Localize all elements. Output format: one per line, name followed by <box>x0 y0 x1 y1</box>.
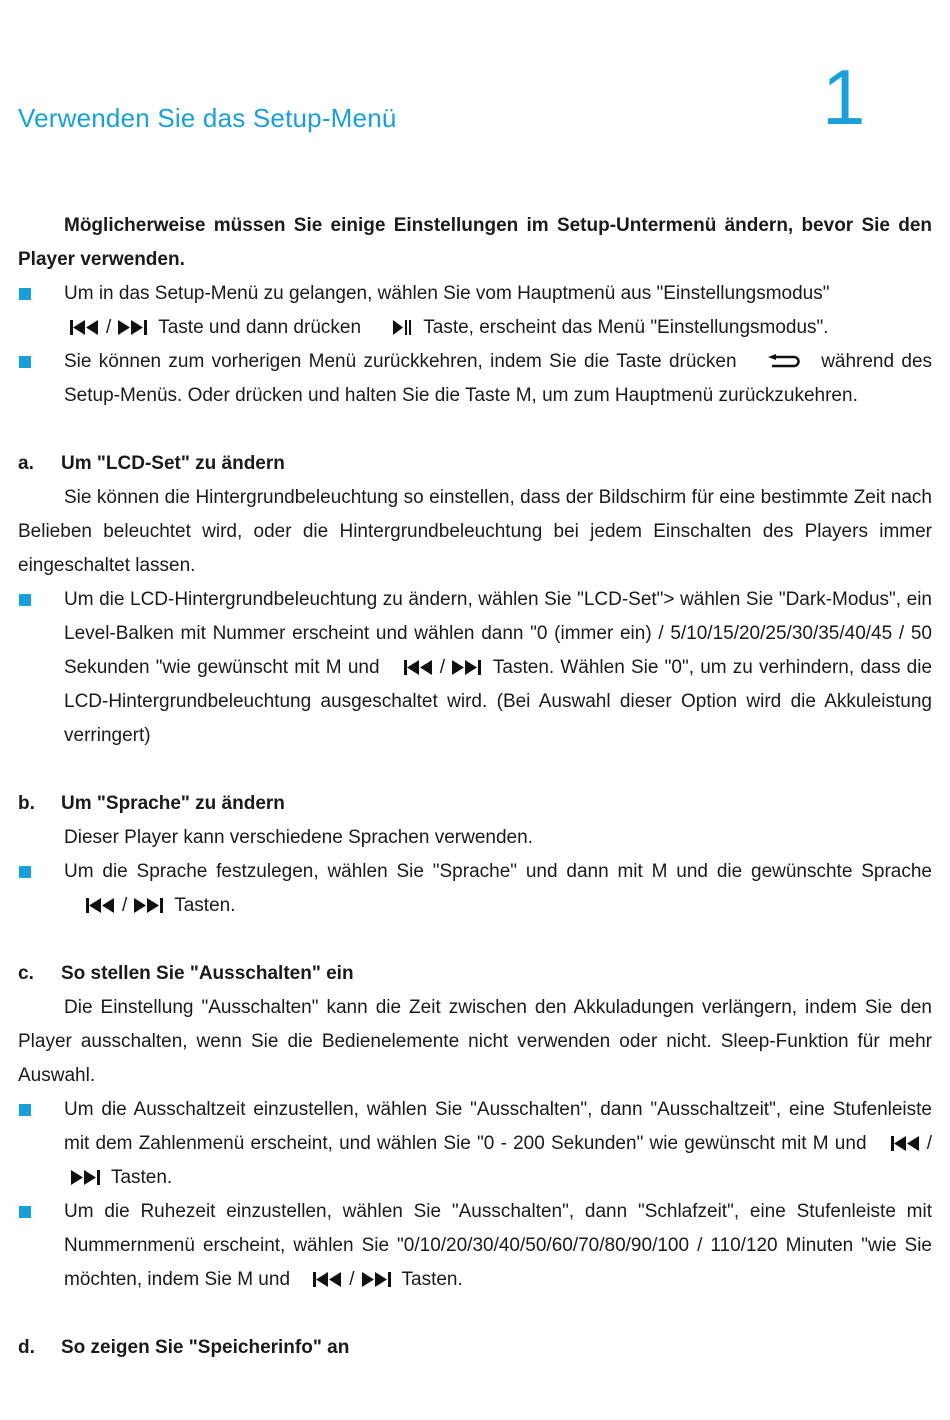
section-c-bullet-1: Um die Ausschaltzeit einzustellen, wählen Sie "Ausschalten", dann "Ausschaltzeit", eine Stufenleiste mit dem Zahlenmenü erscheint, und wählen Sie "0 - 200 Sekunden" wie gewünscht mit M und / Tasten. <box>18 1093 932 1195</box>
bullet-square-icon <box>19 356 31 368</box>
next-track-icon <box>70 1169 100 1186</box>
bullet-square-icon <box>19 1206 31 1218</box>
intro-bullet-2: Sie können zum vorherigen Menü zurückkehren, indem Sie die Taste drücken während des Setup-Menüs. Oder drücken und halten Sie die Taste M, um zum Hauptmenü zurückzukehren. <box>18 345 932 413</box>
bullet-square-icon <box>19 594 31 606</box>
next-track-icon <box>133 897 163 914</box>
next-track-icon <box>361 1271 391 1288</box>
play-pause-icon <box>392 319 412 336</box>
prev-track-icon <box>86 897 116 914</box>
section-a-bullet-1: Um die LCD-Hintergrundbeleuchtung zu ändern, wählen Sie "LCD-Set"> wählen Sie "Dark-Modus", ein Level-Balken mit Nummer erscheint und wählen dann "0 (immer ein) / 5/10/15/20/25/30/35/40/45 / 50 Sekunden "wie gewünscht mit M und / Tasten. Wählen Sie "0", um zu verhindern, dass die LCD-Hintergrundbeleuchtung ausgeschaltet wird. (Bei Auswahl dieser Option wird die Akkuleistung verringert) <box>18 583 932 753</box>
return-icon <box>766 354 800 370</box>
page-title: Verwenden Sie das Setup-Menü <box>18 103 397 133</box>
intro-text: Möglicherweise müssen Sie einige Einstellungen im Setup-Untermenü ändern, bevor Sie den Player verwenden. <box>18 215 932 270</box>
section-d-heading: d. So zeigen Sie "Speicherinfo" an <box>18 1337 350 1358</box>
section-c-heading: c. So stellen Sie "Ausschalten" ein <box>18 963 354 984</box>
prev-track-icon <box>891 1135 921 1152</box>
next-track-icon <box>117 319 147 336</box>
page-content <box>18 209 932 1365</box>
section-a-heading: a. Um "LCD-Set" zu ändern <box>18 453 285 474</box>
section-c-body: Die Einstellung "Ausschalten" kann die Zeit zwischen den Akkuladungen verlängern, indem Sie den Player ausschalten, wenn Sie die Bedienelemente nicht verwenden oder nicht. Sleep-Funktion für mehr Auswahl. <box>18 997 932 1086</box>
bullet-square-icon <box>19 866 31 878</box>
prev-track-icon <box>70 319 100 336</box>
prev-track-icon <box>313 1271 343 1288</box>
prev-track-icon <box>404 659 434 676</box>
section-b-bullet-1: Um die Sprache festzulegen, wählen Sie "Sprache" und dann mit M und die gewünschte Sprache / Tasten. <box>18 855 932 923</box>
chapter-number: 1 <box>822 53 866 141</box>
section-a-body: Sie können die Hintergrundbeleuchtung so einstellen, dass der Bildschirm für eine bestimmte Zeit nach Belieben beleuchtet wird, oder die Hintergrundbeleuchtung bei jedem Einschalten des Players immer eingeschaltet lassen. <box>18 487 932 576</box>
bullet-square-icon <box>19 1104 31 1116</box>
section-b-body: Dieser Player kann verschiedene Sprachen verwenden. <box>64 827 533 848</box>
intro-bullet-1: Um in das Setup-Menü zu gelangen, wählen Sie vom Hauptmenü aus "Einstellungsmodus" / Taste und dann drücken Taste, erscheint das Menü "Einstellungsmodus". <box>18 277 932 345</box>
next-track-icon <box>451 659 481 676</box>
section-b-heading: b. Um "Sprache" zu ändern <box>18 793 285 814</box>
bullet-square-icon <box>19 288 31 300</box>
section-c-bullet-2: Um die Ruhezeit einzustellen, wählen Sie "Ausschalten", dann "Schlafzeit", eine Stufenleiste mit Nummernmenü erscheint, wählen Sie "0/10/20/30/40/50/60/70/80/90/100 / 110/120 Minuten "wie Sie möchten, indem Sie M und / Tasten. <box>18 1195 932 1297</box>
